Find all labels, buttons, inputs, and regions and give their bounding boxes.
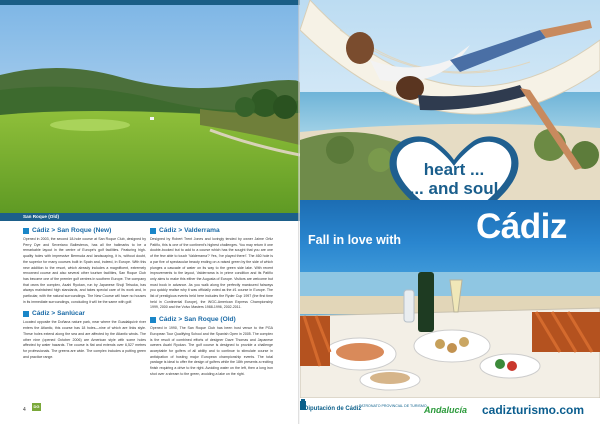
golf-course-photo — [0, 5, 300, 213]
page-number: 4 — [23, 407, 26, 413]
footer-logo: DG — [33, 404, 40, 409]
square-bullet-icon — [150, 228, 156, 234]
square-bullet-icon — [23, 228, 29, 234]
section-header — [23, 310, 146, 317]
section-title-san-roque-old: Cádiz > San Roque (Old) — [159, 316, 236, 324]
banner-brand: Cádiz — [476, 207, 567, 246]
banner-text: Fall in love with — [308, 233, 402, 247]
sponsor-logo-strip — [300, 398, 600, 424]
photo-caption-bar — [0, 213, 300, 221]
square-bullet-icon — [23, 311, 29, 317]
section-title-san-roque-new: Cádiz > San Roque (New) — [32, 227, 112, 234]
section-header — [150, 316, 273, 323]
right-page-advert — [300, 0, 600, 424]
section-body-san-roque-old: Opened in 1990, The San Roque Club has been host venue to the PGA European Tour Qualifying School and the Spanish Open in 2005. The complex is the result of combined efforts of designer Dave Thomas and Japanese owners Asahi Ryokan. The golf course is designed to provide a challenge acceptable for golfers of all ability and to continue to stimulate course in anticipation of hosting major European championship events. The total yardage is ideal to offer the design of golfers while the 18th presents a reciting finish requiring a drive to the right. Avoiding water on the left, then a long iron shot over a stream to the green, avoiding a lake on the right. — [150, 326, 273, 376]
fall-in-love-banner — [300, 200, 600, 272]
beach-table-photo — [300, 272, 600, 398]
section-header — [23, 227, 146, 234]
website-url[interactable]: cadizturismo.com — [482, 403, 585, 417]
patronato-logo: PATRONATO PROVINCIAL DE TURISMO — [359, 404, 427, 408]
heart-line-2: ... and soul — [409, 179, 499, 198]
heart-line-1: heart ... — [423, 160, 485, 179]
section-body-valderrama: Designed by Robert Trent Jones and lovingly tended by owner Jaime Ortiz Patiño, this is one of the continent's highest challenges. You may return it one double-booked but to add to a course which has the sought that you are one of the few able to touch 'Valderrama'? Yes, I've played there!'. The 460 hole is a par five of spectacular beauty ending on a raised green by the side of which plunges a cascade of water on its way to the green side lake. With recent improvements to the layout, Valderrama is in prime condition and its Patiño only aims to make this either the Augusta of Europe. Visitors are welcome but must book in advance. As you walk along the perfectly manicured fairways you quickly realise why it was officially voted as the #1 course in Europe. The list of prestigious events held here includes the Ryder Cup 1997 (the first time held in Continental Europe), the WGC-American Express Championship 1999, 2000 and the Volvo Masters 1988-1996, 2002-2011. — [150, 237, 273, 310]
diputacion-logo: Diputación de Cádiz — [304, 406, 362, 412]
section-title-valderrama: Cádiz > Valderrama — [159, 227, 220, 234]
left-column — [23, 227, 146, 365]
photo-caption: San Roque (Old) — [23, 214, 59, 219]
section-header — [150, 227, 273, 234]
middle-column — [150, 227, 273, 382]
square-bullet-icon — [150, 317, 156, 323]
andalucia-logo: Andalucía — [424, 405, 468, 415]
section-body-san-roque-new: Opened in 2003, the second 18-hole course at San Roque Club, designed by Perry Dye and Severiano Ballesteros, has all the hallmarks to be a remarkable layout in the centre of Europe's golf facilities. Featuring high-quality holes with impressive Bermuda and landscaping, it is, without doubt, the superior for many courses built in Spain and, indeed, in Europe. With this new addition to the resort, which already includes a magnificent, extremely renowned course and also several other tourism facilities, San Roque Club has become one of the premier golf centres in southern Europe. The company that owns the complex, Asahi Ryokan, run by Japanese Shoji Tetsuka, has always maintained high standards, and takes special care of its work and, in particular, with the natural surroundings. The New Course will have no houses in its immediate surroundings, concluding it will be the same with golf. — [23, 237, 146, 304]
section-title-sanlucar: Cádiz > Sanlúcar — [32, 310, 85, 318]
section-body-sanlucar: Located opposite the Doñana nature park, near where the Guadalquivir river enters the Atlantic, this course has 18 holes—nine of which are links style. These holes extend along the sea and are affected by the Atlantic winds. The other nine (opened October 2006) are American style with some holes affected by water hazards. The course is flat and extends over 6,527 metres for professionals. The greens are wide. The complex includes a putting green and practice range. — [23, 320, 146, 359]
